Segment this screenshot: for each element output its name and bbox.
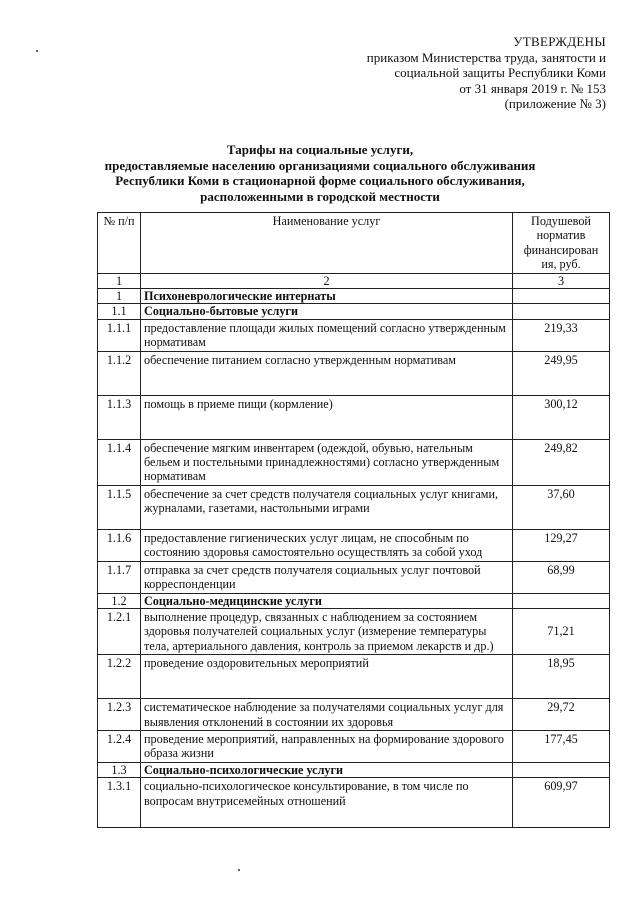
row-num: 1.2.1 [98,608,141,654]
row-value [513,304,610,319]
title-line: расположенными в городской местности [200,188,440,204]
row-num: 1.1.6 [98,529,141,561]
document-title [0,142,640,204]
header-num: № п/п [98,213,141,274]
row-name: обеспечение питанием согласно утвержденным нормативам [141,351,513,395]
row-name: предоставление гигиенических услуг лицам, не способным по состоянию здоровья самостоятельно осуществлять за собой уход [141,529,513,561]
row-num: 1.2.3 [98,699,141,731]
row-value: 249,95 [513,351,610,395]
row-num: 1.1.2 [98,351,141,395]
title-line: Республики Коми в стационарной форме социального обслуживания, [115,173,525,188]
row-value: 300,12 [513,395,610,439]
approval-heading: УТВЕРЖДЕНЫ [513,34,606,49]
row-value: 177,45 [513,730,610,762]
table-row [98,529,610,561]
table-row [98,762,610,777]
row-value [513,762,610,777]
column-number: 3 [513,273,610,288]
row-num: 1.3.1 [98,778,141,828]
row-value [513,593,610,608]
title-line: предоставляемые населению организациями социального обслуживания [104,157,536,173]
table-row [98,699,610,731]
row-num: 1.1.4 [98,439,141,485]
row-num: 1 [98,289,141,304]
header-value: Подушевой норматив финансирован ия, руб. [513,213,610,274]
tariff-table [97,212,610,828]
table-row [98,778,610,828]
title-line: Тарифы на социальные услуги, [226,142,414,157]
table-row [98,319,610,351]
row-value: 68,99 [513,561,610,593]
row-name: систематическое наблюдение за получателями социальных услуг для выявления отклонений в состоянии их здоровья [141,699,513,731]
row-name: отправка за счет средств получателя социальных услуг почтовой корреспонденции [141,561,513,593]
scan-speck [36,50,38,52]
row-value: 18,95 [513,655,610,699]
table-row [98,351,610,395]
approval-stamp [367,34,606,112]
table-row [98,304,610,319]
table-row [98,439,610,485]
row-name: социально-психологическое консультирование, в том числе по вопросам внутрисемейных отношений [141,778,513,828]
approval-line: социальной защиты Республики Коми [394,65,606,80]
table-row [98,730,610,762]
row-num: 1.2 [98,593,141,608]
column-number: 2 [141,273,513,288]
row-value: 37,60 [513,485,610,529]
row-value: 29,72 [513,699,610,731]
approval-line: приказом Министерства труда, занятости и [366,49,606,65]
row-num: 1.3 [98,762,141,777]
table-row [98,608,610,654]
row-name: Социально-психологические услуги [141,762,513,777]
header-name: Наименование услуг [141,213,513,274]
column-number-row [98,273,610,288]
row-name: обеспечение за счет средств получателя социальных услуг книгами, журналами, газетами, настольными играми [141,485,513,529]
row-name: помощь в приеме пищи (кормление) [141,395,513,439]
row-value: 219,33 [513,319,610,351]
row-name: предоставление площади жилых помещений согласно утвержденным нормативам [141,319,513,351]
approval-line: (приложение № 3) [504,96,606,111]
row-name: обеспечение мягким инвентарем (одеждой, обувью, нательным бельем и постельными принадлежностями) согласно утвержденным нормативам [141,439,513,485]
row-value: 129,27 [513,529,610,561]
table-row [98,561,610,593]
row-name: проведение мероприятий, направленных на формирование здорового образа жизни [141,730,513,762]
row-num: 1.1.7 [98,561,141,593]
approval-line: от 31 января 2019 г. № 153 [459,80,606,96]
row-num: 1.2.4 [98,730,141,762]
row-num: 1.2.2 [98,655,141,699]
table-row [98,395,610,439]
table-row [98,655,610,699]
row-num: 1.1 [98,304,141,319]
column-number: 1 [98,273,141,288]
row-value: 249,82 [513,439,610,485]
row-value: 609,97 [513,778,610,828]
table-row [98,593,610,608]
table-row [98,485,610,529]
row-name: выполнение процедур, связанных с наблюдением за состоянием здоровья получателей социальных услуг (измерение температуры тела, артериального давления, контроль за приемом лекарств и др.) [141,608,513,654]
row-name: Социально-бытовые услуги [141,304,513,319]
row-name: Социально-медицинские услуги [141,593,513,608]
table-header-row [98,213,610,274]
table-body [98,289,610,828]
row-value: 71,21 [513,608,610,654]
row-name: проведение оздоровительных мероприятий [141,655,513,699]
table-row [98,289,610,304]
row-num: 1.1.3 [98,395,141,439]
row-name: Психоневрологические интернаты [141,289,513,304]
row-value [513,289,610,304]
row-num: 1.1.5 [98,485,141,529]
row-num: 1.1.1 [98,319,141,351]
scan-speck [238,869,240,871]
